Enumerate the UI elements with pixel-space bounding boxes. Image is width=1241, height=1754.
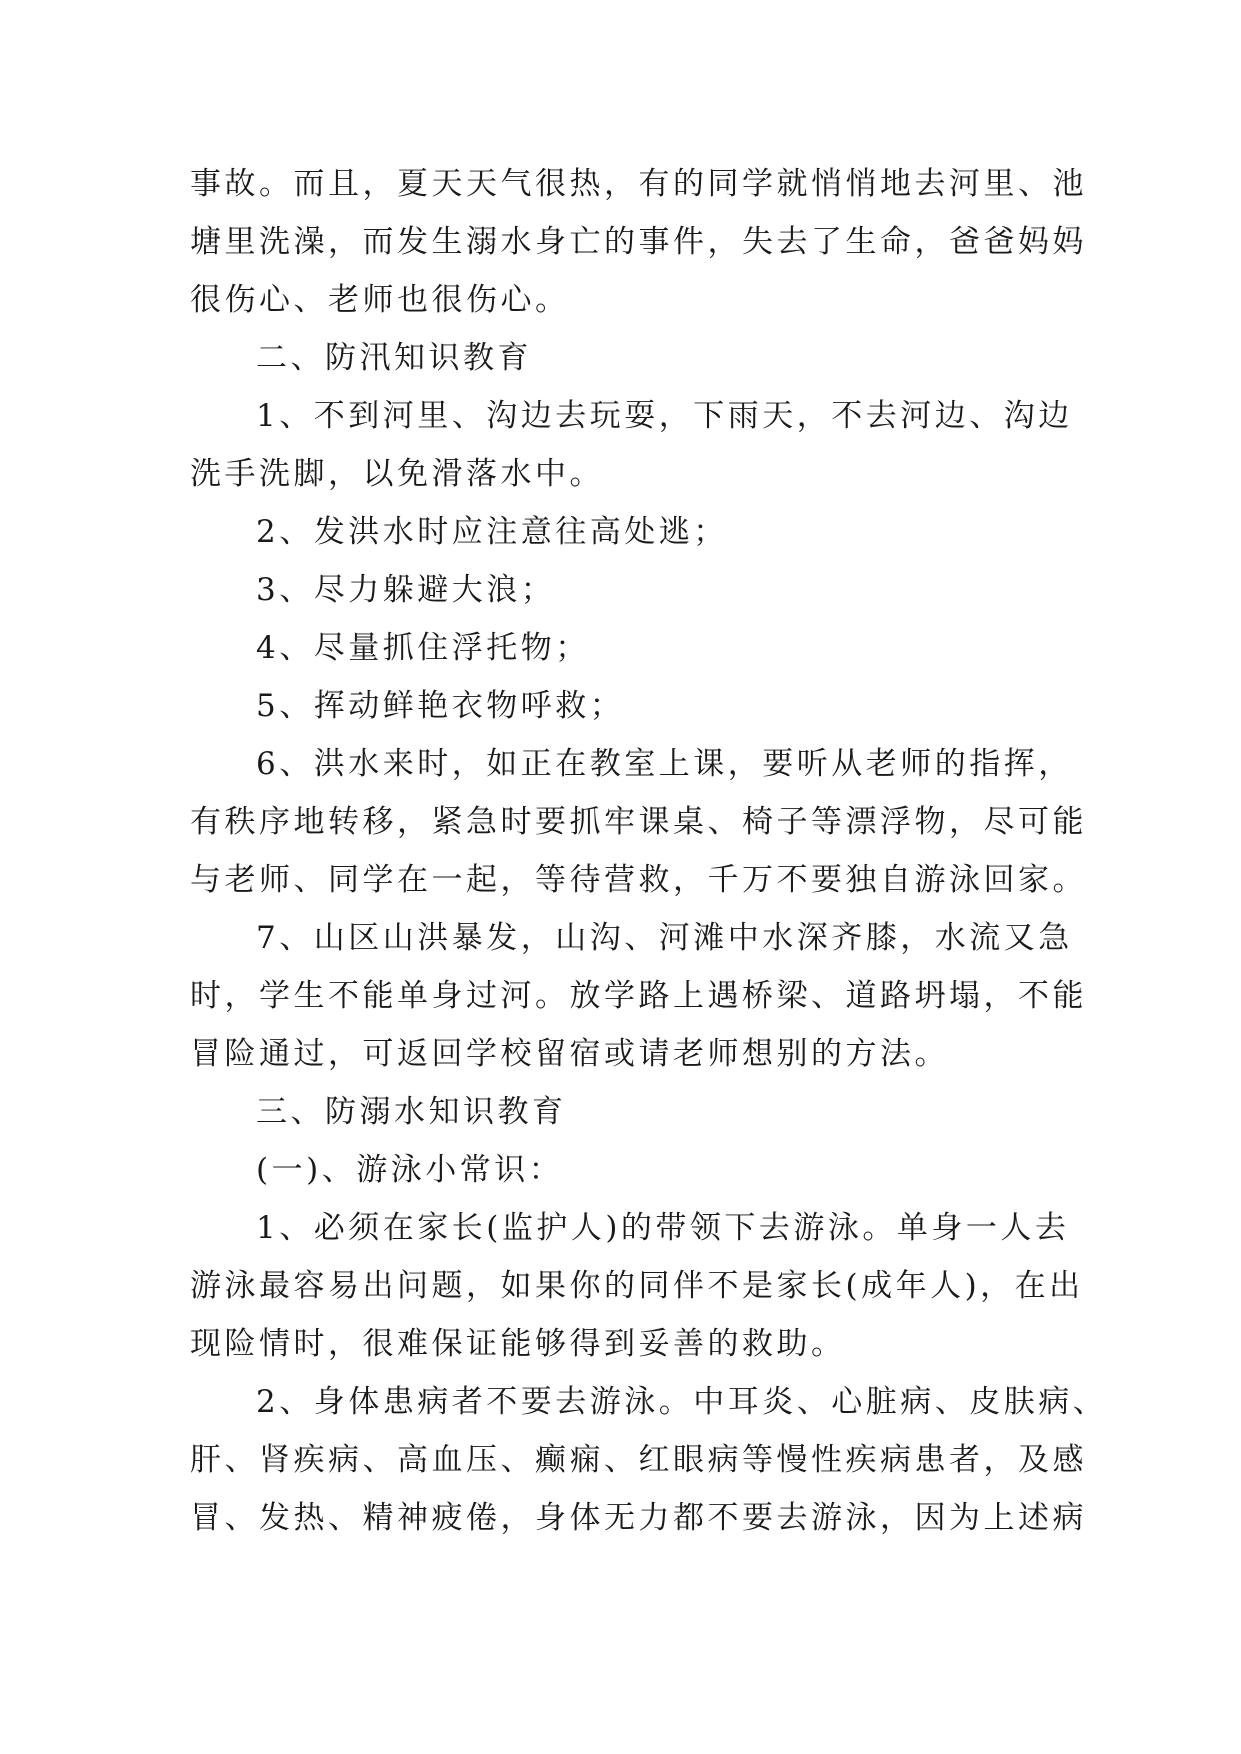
list-item: 3、尽力躲避大浪；	[256, 572, 556, 608]
section-heading: 三、防溺水知识教育	[256, 1094, 567, 1130]
text-line: 肝、肾疾病、高血压、癫痫、红眼病等慢性疾病患者，及感	[190, 1442, 1087, 1478]
text-line: 游泳最容易出问题，如果你的同伴不是家长(成年人)，在出	[190, 1268, 1084, 1304]
list-item: 2、身体患病者不要去游泳。中耳炎、心脏病、皮肤病、	[256, 1384, 1108, 1420]
list-item: 6、洪水来时，如正在教室上课，要听从老师的指挥，	[256, 746, 1073, 782]
subsection-heading: (一)、游泳小常识：	[256, 1152, 564, 1188]
text-line: 塘里洗澡，而发生溺水身亡的事件，失去了生命，爸爸妈妈	[190, 224, 1087, 260]
document-body	[190, 155, 1108, 1547]
list-item: 1、必须在家长(监护人)的带领下去游泳。单身一人去	[256, 1210, 1070, 1246]
list-item: 2、发洪水时应注意往高处逃；	[256, 514, 728, 550]
text-line: 冒险通过，可返回学校留宿或请老师想别的方法。	[190, 1036, 949, 1072]
text-line: 现险情时，很难保证能够得到妥善的救助。	[190, 1326, 846, 1362]
text-line: 1、不到河里、沟边去玩耍，下雨天，不去河边、沟边	[256, 398, 1073, 434]
text-line: 有秩序地转移，紧急时要抓牢课桌、椅子等漂浮物，尽可能	[190, 804, 1087, 840]
section-heading: 二、防汛知识教育	[256, 340, 532, 376]
text-line: 事故。而且，夏天天气很热，有的同学就悄悄地去河里、池	[190, 166, 1087, 202]
list-item: 5、挥动鲜艳衣物呼救；	[256, 688, 625, 724]
text-line: 洗手洗脚，以免滑落水中。	[190, 456, 604, 492]
text-line: 时，学生不能单身过河。放学路上遇桥梁、道路坍塌，不能	[190, 978, 1087, 1014]
text-line: 与老师、同学在一起，等待营救，千万不要独自游泳回家。	[190, 862, 1087, 898]
text-line: 很伤心、老师也很伤心。	[190, 282, 570, 318]
list-item: 4、尽量抓住浮托物；	[256, 630, 590, 666]
text-line: 冒、发热、精神疲倦，身体无力都不要去游泳，因为上述病	[190, 1500, 1087, 1536]
list-item: 7、山区山洪暴发，山沟、河滩中水深齐膝，水流又急	[256, 920, 1073, 956]
